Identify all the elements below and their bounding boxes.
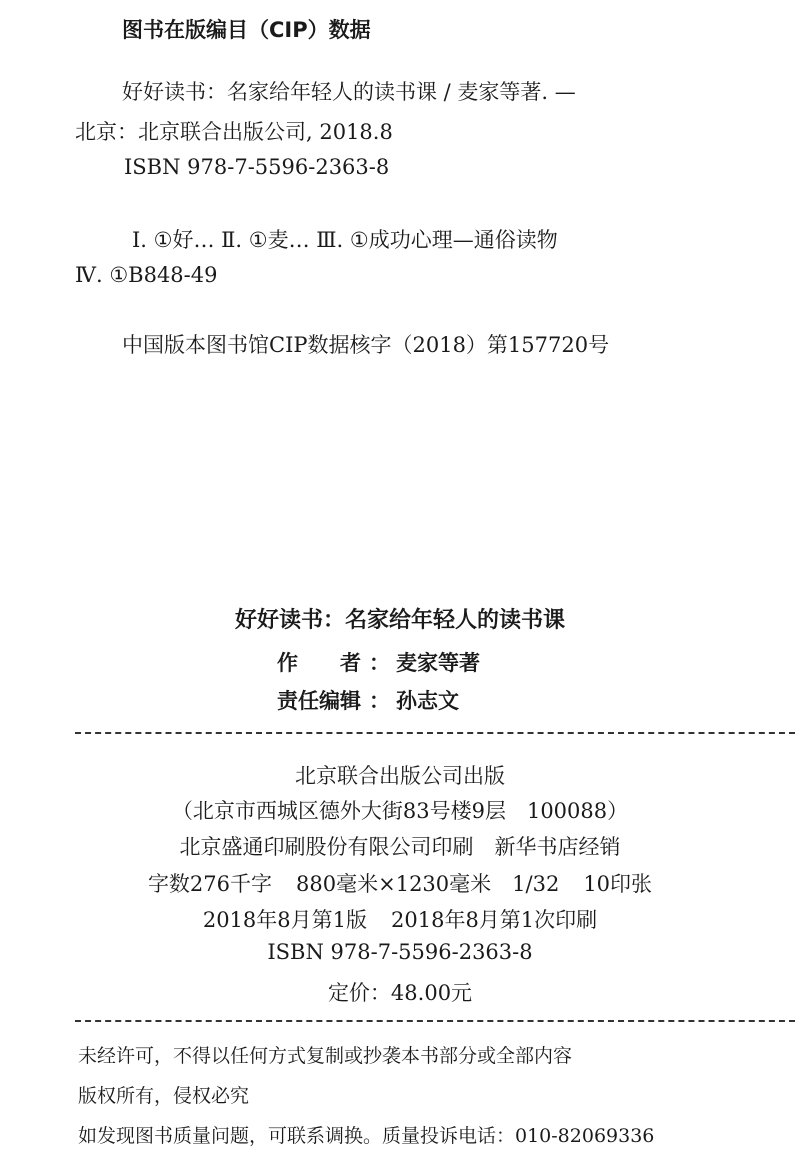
cip-heading: 图书在版编目（CIP）数据: [122, 18, 371, 42]
book-title: 好好读书：名家给年轻人的读书课: [234, 608, 565, 633]
cip-verification-line: 中国版本图书馆CIP数据核字（2018）第157720号: [122, 333, 610, 357]
cip-publisher-line: 北京：北京联合出版公司, 2018.8: [75, 120, 393, 144]
imprint-publisher: 北京联合出版公司出版: [295, 764, 505, 788]
edition-version: 2018年8月第1版: [202, 908, 367, 932]
quality-contact-notice: 如发现图书质量问题，可联系调换。质量投诉电话：010-82069336: [78, 1125, 655, 1147]
spec-word-count: 字数276千字: [147, 872, 273, 896]
cip-isbn-line: ISBN 978-7-5596-2363-8: [124, 155, 390, 179]
edition-printing: 2018年8月第1次印刷: [391, 908, 598, 932]
imprint-specs: [0, 868, 800, 898]
dashed-divider-bottom: [75, 1020, 795, 1022]
copyright-notice: 未经许可，不得以任何方式复制或抄袭本书部分或全部内容: [78, 1045, 573, 1067]
cip-classification-line-2: Ⅳ. ①B848-49: [75, 263, 218, 287]
author-value: 麦家等著: [396, 651, 480, 675]
imprint-price: 定价：48.00元: [327, 981, 473, 1005]
spec-format: 880毫米×1230毫米 1/32: [296, 872, 560, 896]
spec-sheets: 10印张: [583, 872, 653, 896]
imprint-address: （北京市西城区德外大街83号楼9层 100088）: [171, 799, 629, 823]
imprint-edition: [0, 904, 800, 934]
author-colon: ：: [369, 651, 390, 675]
rights-notice: 版权所有，侵权必究: [78, 1085, 250, 1107]
imprint-printer: 北京盛通印刷股份有限公司印刷 新华书店经销: [179, 835, 621, 859]
editor-label: 责任编辑: [277, 689, 361, 713]
author-credit: [277, 647, 480, 677]
editor-value: 孙志文: [396, 689, 459, 713]
imprint-isbn: ISBN 978-7-5596-2363-8: [267, 940, 533, 964]
dashed-divider-top: [75, 732, 795, 734]
author-label: 作 者: [277, 651, 361, 675]
cip-classification-line-1: Ⅰ. ①好… Ⅱ. ①麦… Ⅲ. ①成功心理—通俗读物: [132, 228, 558, 252]
editor-colon: ：: [369, 689, 390, 713]
editor-credit: [277, 685, 459, 715]
cip-title-line: 好好读书：名家给年轻人的读书课 / 麦家等著. —: [122, 80, 576, 104]
